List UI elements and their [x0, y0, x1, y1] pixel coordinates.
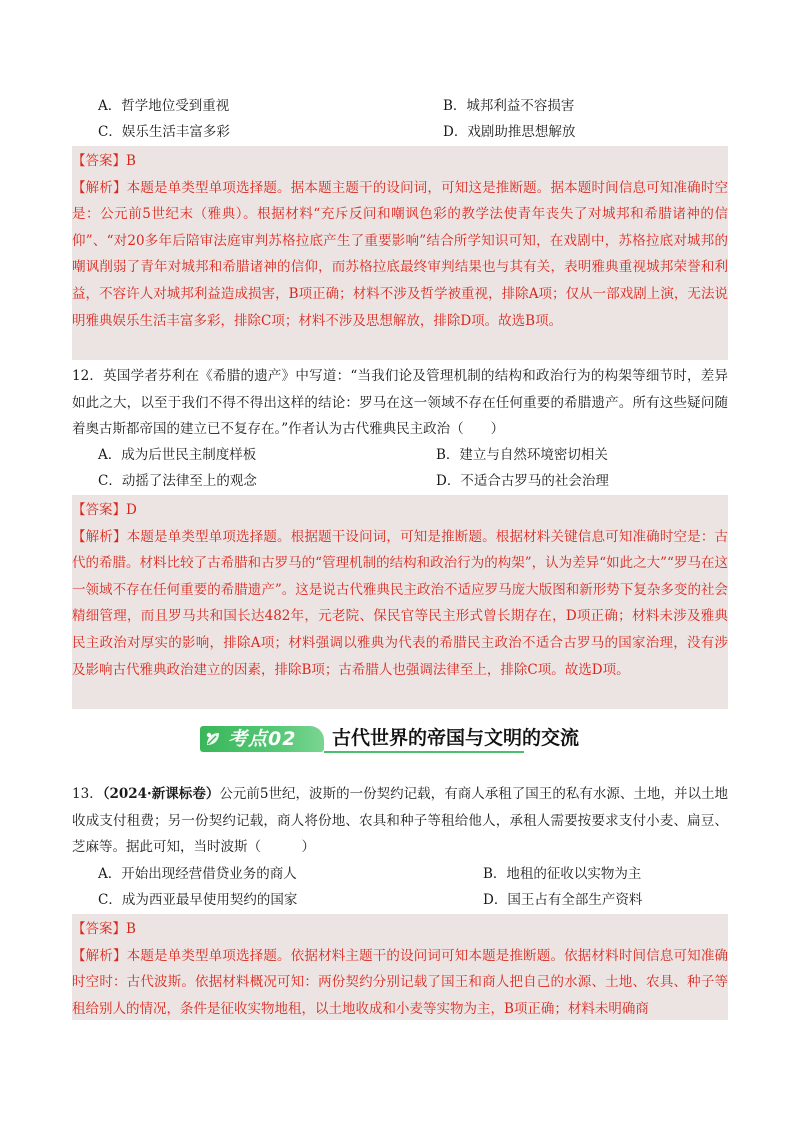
q11-answer: B — [126, 153, 136, 169]
section-badge-label: 考点02 — [228, 728, 297, 750]
q13-number: 13． — [72, 786, 103, 802]
q12-options-row-1 — [98, 443, 718, 467]
q11-answer-box — [72, 146, 728, 360]
q13-stem-text — [72, 781, 728, 861]
q13-answer: B — [126, 921, 136, 937]
q11-options-row-1 — [98, 94, 718, 118]
q11-option-c: C．娱乐生活丰富多彩 — [98, 124, 230, 140]
q13-analysis — [72, 943, 728, 1020]
q11-analysis — [72, 175, 728, 335]
q12-answer-line — [72, 497, 728, 524]
q11-option-b: B．城邦利益不容损害 — [443, 98, 575, 114]
q11-options-row-2 — [98, 120, 718, 144]
answer-tag: 【答案】 — [72, 921, 126, 937]
q13-options-row-2 — [98, 888, 718, 912]
answer-tag: 【答案】 — [72, 153, 126, 169]
q11-option-d: D．戏剧助推思想解放 — [443, 124, 576, 140]
q13-option-d: D．国王占有全部生产资料 — [483, 892, 643, 908]
q12-stem-text: 12．英国学者芬利在《希腊的遗产》中写道：“当我们论及管理机制的结构和政治行为的构架等细节时，差异如此之大，以至于我们不得不得出这样的结论：罗马在这一领域不存在任何重要的希腊遗产。所有这些疑问随着奥古斯都帝国的建立已不复存在。”作者认为古代雅典民主政治（ ） — [72, 368, 728, 438]
q12-option-b: B．建立与自然环境密切相关 — [436, 447, 608, 463]
q11-analysis-text: 本题是单类型单项选择题。据本题主题干的设问词，可知这是推断题。据本题时间信息可知准确时空是：公元前5世纪末（雅典）。根据材料“充斥反问和嘲讽色彩的教学法使青年丧失了对城邦和希腊诸神的信仰”、“对20多年后陪审法庭审判苏格拉底产生了重要影响”结合所学知识可知，在戏剧中，苏格拉底对城邦的嘲讽削弱了青年对城邦和希腊诸神的信仰，而苏格拉底最终审判结果也与其有关，表明雅典重视城邦荣誉和利益，不容许人对城邦利益造成损害，B项正确；材料不涉及哲学被重视，排除A项；仅从一部戏剧上演，无法说明雅典娱乐生活丰富多彩，排除C项；材料不涉及思想解放，排除D项。故选B项。 — [72, 179, 729, 329]
q13-option-c: C．成为西亚最早使用契约的国家 — [98, 892, 298, 908]
analysis-tag: 【解析】 — [72, 179, 127, 196]
q12-option-c: C．动摇了法律至上的观念 — [98, 473, 257, 489]
q13-analysis-text: 本题是单类型单项选择题。依据材料主题干的设问词可知本题是推断题。依据材料时间信息可知准确时空时：古代波斯。依据材料概况可知：两份契约分别记载了国王和商人把自己的水源、土地、农具、种子等租给别人的情况，条件是征收实物地租，以土地收成和小麦等实物为主，B项正确；材料未明确商 — [72, 947, 728, 1017]
q11-option-a: A．哲学地位受到重视 — [98, 98, 230, 114]
q13-options-row-1 — [98, 862, 718, 886]
q13-stem-body: 公元前5世纪，波斯的一份契约记载，有商人承租了国王的私有水源、土地，并以土地收成支付租费；另一份契约记载，商人将份地、农具和种子等租给他人，承租人需要按要求支付小麦、扁豆、芝麻等。据此可知，当时波斯（ ） — [72, 786, 729, 856]
analysis-tag: 【解析】 — [72, 528, 127, 545]
answer-tag: 【答案】 — [72, 502, 126, 518]
q13-answer-box — [72, 914, 728, 1020]
q11-answer-line — [72, 148, 728, 175]
q12-answer-box — [72, 495, 728, 709]
q12-option-a: A．成为后世民主制度样板 — [98, 447, 257, 463]
q13-source: （2024·新课标卷） — [102, 786, 220, 802]
q12-options-row-2 — [98, 469, 718, 493]
analysis-tag: 【解析】 — [72, 947, 127, 964]
q12-analysis — [72, 524, 728, 684]
q13-option-a: A．开始出现经营借贷业务的商人 — [98, 866, 297, 882]
section-title: 古代世界的帝国与文明的交流 — [332, 727, 580, 749]
section-header — [200, 720, 660, 760]
section-badge — [200, 726, 324, 752]
q13-answer-line — [72, 916, 728, 943]
q13-stem — [72, 781, 728, 861]
q12-answer: D — [126, 502, 137, 518]
q12-stem — [72, 363, 728, 443]
q12-option-d: D．不适合古罗马的社会治理 — [436, 473, 609, 489]
q12-analysis-text: 本题是单类型单项选择题。根据题干设问词，可知是推断题。根据材料关键信息可知准确时空是：古代的希腊。材料比较了古希腊和古罗马的“管理机制的结构和政治行为的构架”，认为差异“如此之大”“罗马在这一领域不存在任何重要的希腊遗产”。这是说古代雅典民主政治不适应罗马庞大版图和新形势下复杂多变的社会精细管理，而且罗马共和国长达482年，元老院、保民官等民主形式曾长期存在，D项正确；材料未涉及雅典民主政治对厚实的影响，排除A项；材料强调以雅典为代表的希腊民主政治不适合古罗马的国家治理，没有涉及影响古代雅典政治建立的因素，排除B项；古希腊人也强调法律至上，排除C项。故选D项。 — [72, 528, 729, 678]
leaf-icon — [204, 730, 222, 748]
q13-option-b: B．地租的征收以实物为主 — [483, 866, 642, 882]
